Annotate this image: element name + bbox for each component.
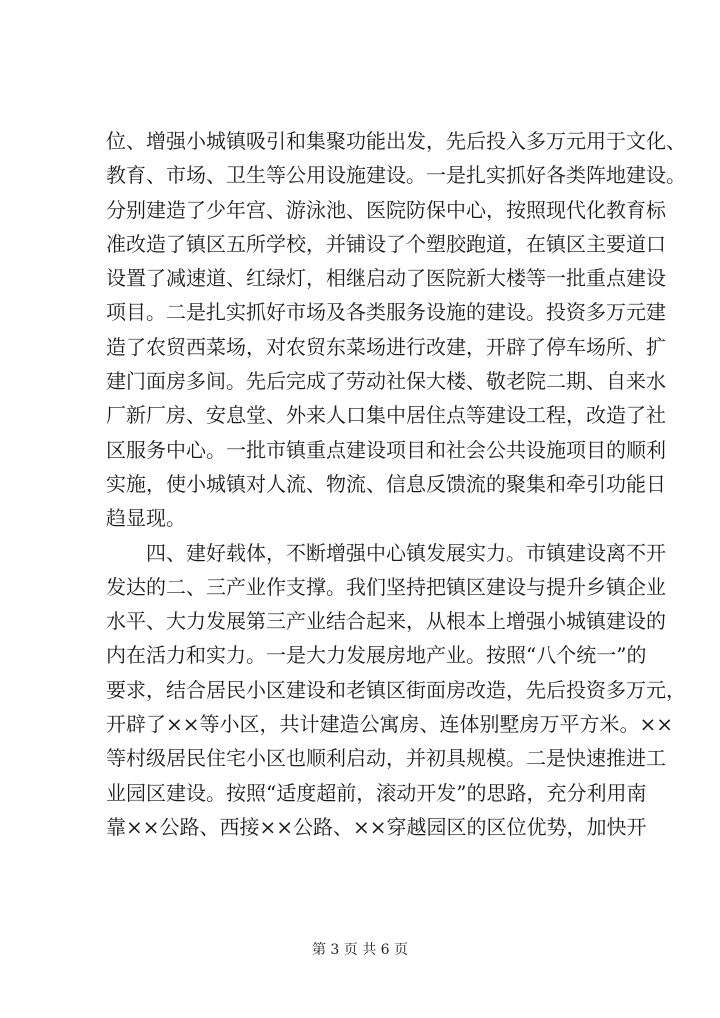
text-line: 要求，结合居民小区建设和老镇区街面房改造，先后投资多万元，: [106, 677, 686, 702]
text-line: 分别建造了少年宫、游泳池、医院防保中心，按照现代化教育标: [106, 197, 666, 222]
text-line: 准改造了镇区五所学校，并铺设了个塑胶跑道，在镇区主要道口: [106, 231, 666, 256]
text-line: 区服务中心。一批市镇重点建设项目和社会公共设施项目的顺利: [106, 437, 666, 462]
text-line: 趋显现。: [106, 506, 186, 531]
text-line: 项目。二是扎实抓好市场及各类服务设施的建设。投资多万元建: [106, 300, 666, 325]
text-line: 水平、大力发展第三产业结合起来，从根本上增强小城镇建设的: [106, 609, 666, 634]
text-line: 位、增强小城镇吸引和集聚功能出发，先后投入多万元用于文化、: [106, 129, 686, 153]
text-line: 发达的二、三产业作支撑。我们坚持把镇区建设与提升乡镇企业: [106, 574, 666, 599]
text-line: 设置了减速道、红绿灯，相继启动了医院新大楼等一批重点建设: [106, 266, 666, 291]
text-line: 实施，使小城镇对人流、物流、信息反馈流的聚集和牵引功能日: [106, 471, 666, 496]
text-line: 建门面房多间。先后完成了劳动社保大楼、敬老院二期、自来水: [106, 369, 666, 394]
body-text: [106, 124, 686, 844]
text-line: 等村级居民住宅小区也顺利启动，并初具规模。二是快速推进工: [106, 746, 666, 771]
text-line: 造了农贸西菜场，对农贸东菜场进行改建，开辟了停车场所、扩: [106, 334, 666, 359]
text-line: 内在活力和实力。一是大力发展房地产业。按照“八个统一”的: [106, 643, 647, 668]
paragraph-heading-line: 四、建好载体，不断增强中心镇发展实力。市镇建设离不开: [146, 540, 666, 565]
page-footer: 第 3 页 共 6 页: [311, 942, 409, 958]
text-line: 开辟了××等小区，共计建造公寓房、连体别墅房万平方米。××: [106, 712, 674, 737]
text-line: 业园区建设。按照“适度超前，滚动开发”的思路，充分利用南: [106, 780, 647, 805]
text-line: 厂新厂房、安息堂、外来人口集中居住点等建设工程，改造了社: [106, 403, 666, 428]
text-line: 教育、市场、卫生等公用设施建设。一是扎实抓好各类阵地建设。: [106, 163, 686, 188]
text-line: 靠××公路、西接××公路、××穿越园区的区位优势，加快开: [106, 814, 647, 839]
